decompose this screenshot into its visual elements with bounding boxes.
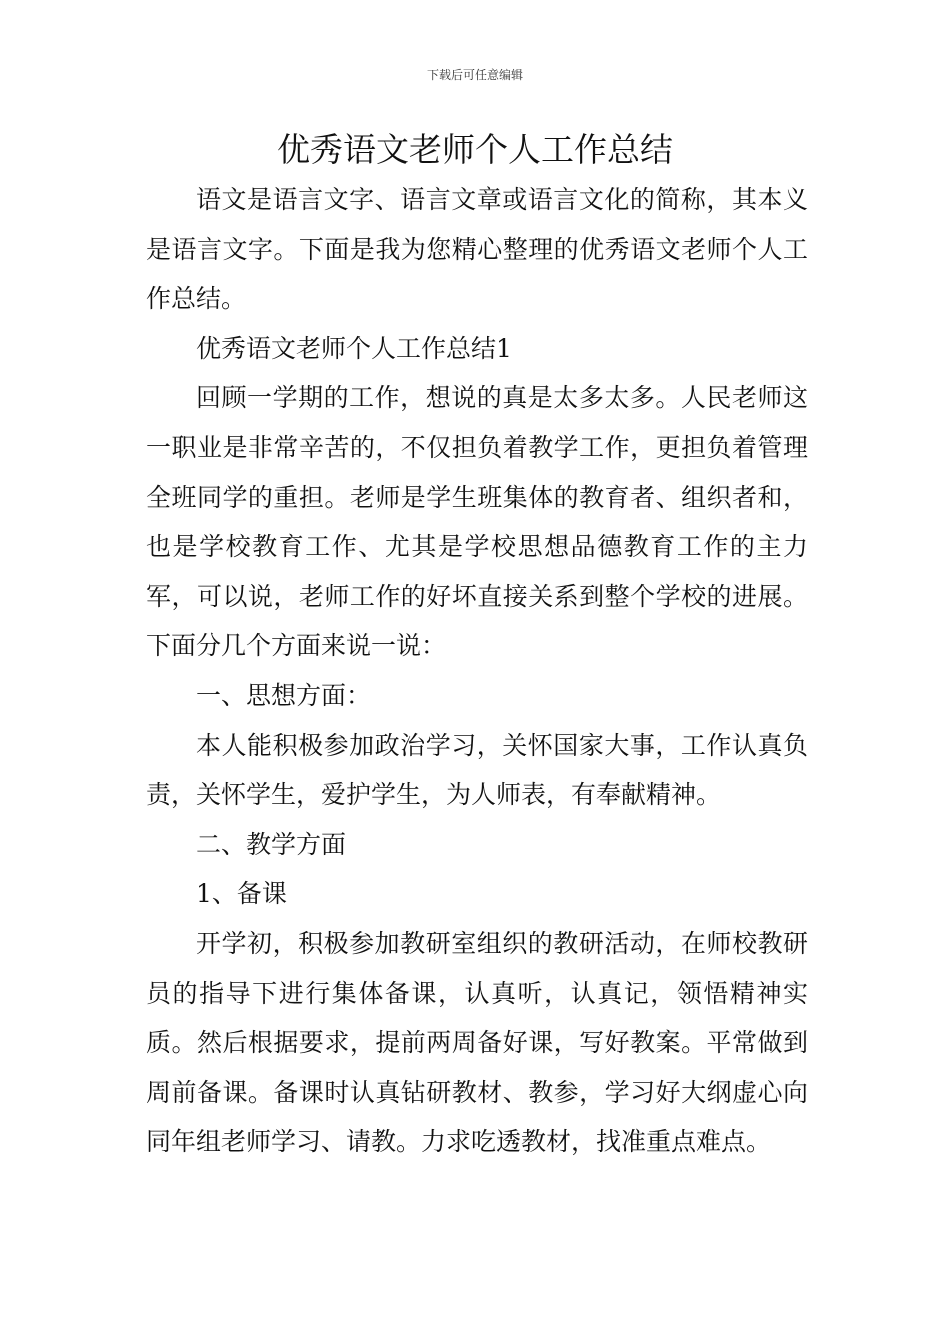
lesson-prep-paragraph: 开学初，积极参加教研室组织的教研活动，在师校教研员的指导下进行集体备课，认真听，认真记，领悟精神实质。然后根据要求，提前两周备好课，写好教案。平常做到周前备课。备课时认真钻研教材、教参，学习好大纲虚心向同年组老师学习、请教。力求吃透教材，找准重点难点。 <box>146 928 808 1157</box>
heading-lesson-prep: 1、备课 <box>196 879 287 909</box>
review-paragraph: 回顾一学期的工作，想说的真是太多太多。人民老师这一职业是非常辛苦的，不仅担负着教学工作，更担负着管理全班同学的重担。老师是学生班集体的教育者、组织者和，也是学校教育工作、尤其是学校思想品德教育工作的主力军，可以说，老师工作的好坏直接关系到整个学校的进展。下面分几个方面来说一说： <box>146 383 808 661</box>
document-body <box>146 175 808 1167</box>
thought-paragraph: 本人能积极参加政治学习，关怀国家大事，工作认真负责，关怀学生，爱护学生，为人师表，有奉献精神。 <box>146 730 808 810</box>
heading-thought: 一、思想方面： <box>196 680 372 710</box>
header-note: 下载后可任意编辑 <box>426 68 523 82</box>
section-heading-summary-1: 优秀语文老师个人工作总结1 <box>196 333 512 363</box>
intro-paragraph: 语文是语言文字、语言文章或语言文化的简称，其本义是语言文字。下面是我为您精心整理的优秀语文老师个人工作总结。 <box>146 185 808 314</box>
document-title: 优秀语文老师个人工作总结 <box>277 130 673 169</box>
heading-teaching: 二、教学方面 <box>196 829 347 859</box>
